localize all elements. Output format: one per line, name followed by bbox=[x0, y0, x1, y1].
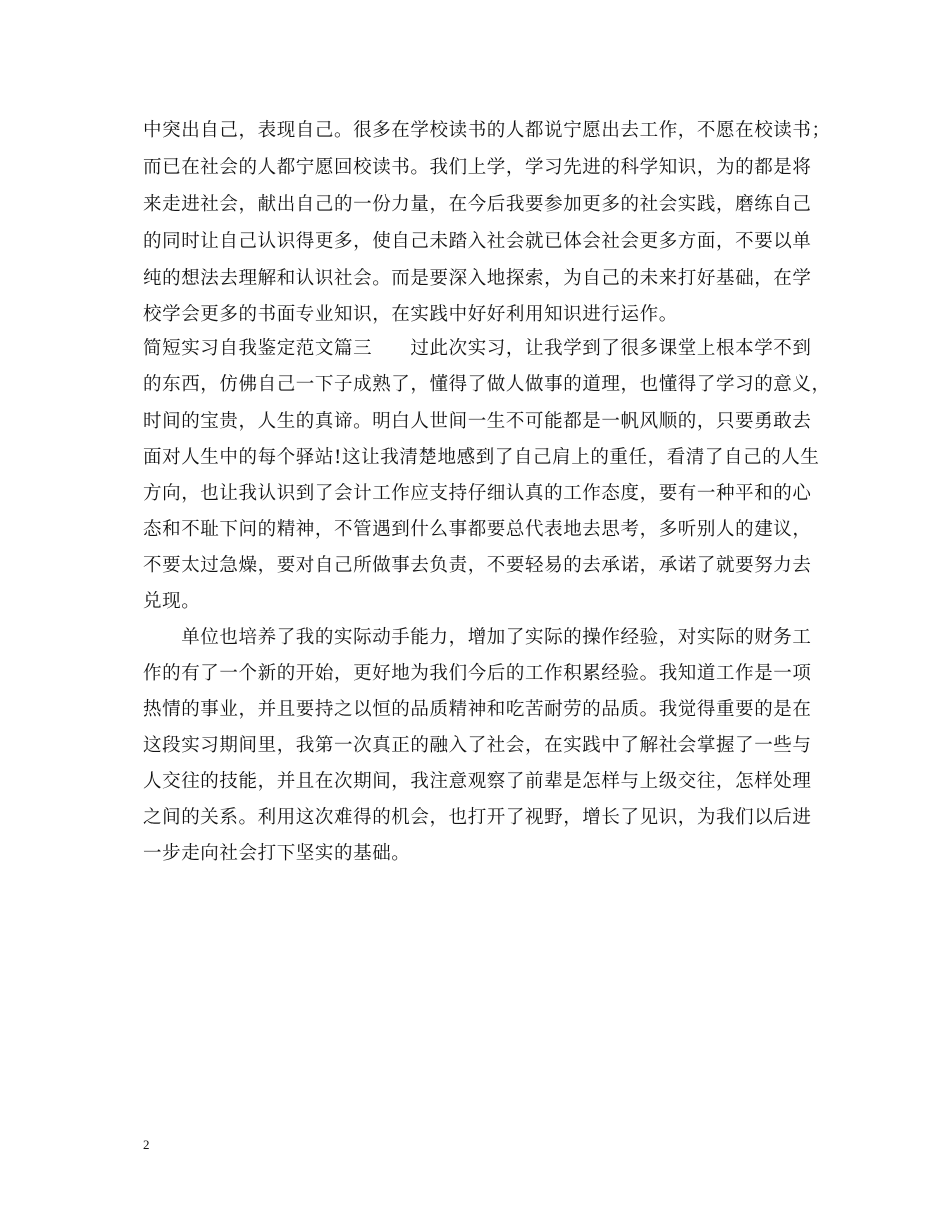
paragraph-1-line-3: 来走进社会，献出自己的一份力量，在今后我要参加更多的社会实践，磨练自己 bbox=[143, 194, 812, 215]
paragraph-1-line-1: 中突出自己，表现自己。很多在学校读书的人都说宁愿出去工作，不愿在校读书； bbox=[143, 120, 831, 141]
paragraph-2-line-4: 面对人生中的每个驿站!这让我清楚地感到了自己肩上的重任，看清了自己的人生 bbox=[143, 447, 820, 468]
paragraph-3-line-2: 作的有了一个新的开始，更好地为我们今后的工作积累经验。我知道工作是一项 bbox=[143, 663, 812, 684]
paragraph-1-line-6: 校学会更多的书面专业知识，在实践中好好利用知识进行运作。 bbox=[143, 304, 678, 325]
paragraph-3-line-7: 一步走向社会打下坚实的基础。 bbox=[143, 843, 411, 864]
paragraph-3-line-5: 人交往的技能，并且在次期间，我注意观察了前辈是怎样与上级交往，怎样处理 bbox=[143, 771, 812, 792]
paragraph-2-line-1: 简短实习自我鉴定范文篇三 过此次实习，让我学到了很多课堂上根本学不到 bbox=[143, 338, 812, 359]
page-number: 2 bbox=[143, 1137, 150, 1152]
paragraph-2-line-3: 时间的宝贵，人生的真谛。明白人世间一生不可能都是一帆风顺的，只要勇敢去 bbox=[143, 411, 812, 432]
paragraph-1-line-4: 的同时让自己认识得更多，使自己未踏入社会就已体会社会更多方面，不要以单 bbox=[143, 231, 812, 252]
paragraph-1-line-2: 而已在社会的人都宁愿回校读书。我们上学，学习先进的科学知识，为的都是将 bbox=[143, 157, 812, 178]
paragraph-2-line-5: 方向，也让我认识到了会计工作应支持仔细认真的工作态度，要有一种平和的心 bbox=[143, 483, 812, 504]
paragraph-3-line-1: 单位也培养了我的实际动手能力，增加了实际的操作经验，对实际的财务工 bbox=[143, 627, 812, 648]
paragraph-2-line-2: 的东西，仿佛自己一下子成熟了，懂得了做人做事的道理，也懂得了学习的意义， bbox=[143, 374, 831, 395]
paragraph-2-line-6: 态和不耻下问的精神，不管遇到什么事都要总代表地去思考，多听别人的建议， bbox=[143, 519, 812, 540]
paragraph-2-line-7: 不要太过急燥，要对自己所做事去负责，不要轻易的去承诺，承诺了就要努力去 bbox=[143, 555, 812, 576]
paragraph-3-line-6: 之间的关系。利用这次难得的机会，也打开了视野，增长了见识，为我们以后进 bbox=[143, 807, 812, 828]
paragraph-3-line-4: 这段实习期间里，我第一次真正的融入了社会，在实践中了解社会掌握了一些与 bbox=[143, 735, 812, 756]
paragraph-2-line-8: 兑现。 bbox=[143, 591, 201, 612]
paragraph-1-line-5: 纯的想法去理解和认识社会。而是要深入地探索，为自己的未来打好基础，在学 bbox=[143, 268, 812, 289]
paragraph-3-line-3: 热情的事业，并且要持之以恒的品质精神和吃苦耐劳的品质。我觉得重要的是在 bbox=[143, 699, 812, 720]
